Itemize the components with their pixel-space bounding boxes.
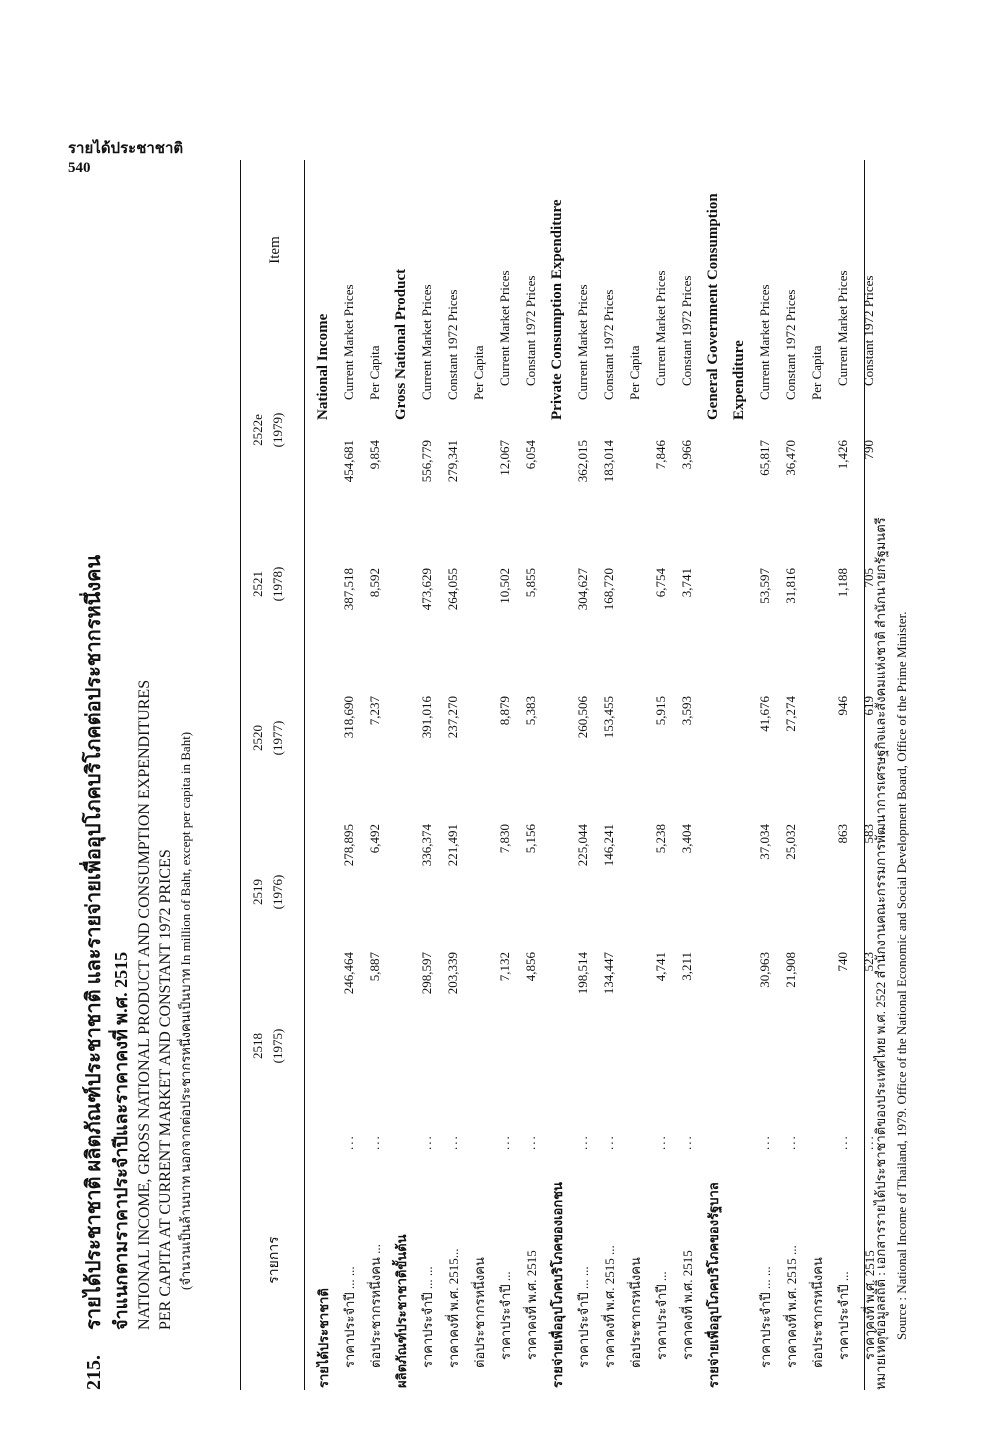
leader-dots	[622, 1080, 648, 1150]
value-cell	[544, 696, 570, 824]
value-cell: 387,518	[341, 568, 356, 611]
value-cell: 3,211	[679, 952, 694, 981]
value-cell	[466, 568, 492, 696]
table-row	[804, 160, 830, 1390]
value-cell	[622, 952, 648, 1080]
value-cell	[700, 696, 726, 824]
leader-dots	[726, 1080, 752, 1150]
value-cell: 298,597	[419, 952, 434, 995]
value-cell: 705	[861, 568, 876, 588]
value-cell: 7,830	[497, 824, 512, 854]
row-label-en: Constant 1972 Prices	[861, 275, 876, 386]
value-cell	[622, 568, 648, 696]
value-cell	[726, 824, 752, 952]
column-header-item-en: Item	[267, 236, 283, 264]
table-row	[492, 160, 518, 1390]
leader-dots: ...	[367, 1134, 382, 1150]
row-label-en: Current Market Prices	[575, 284, 590, 400]
value-cell	[466, 952, 492, 1080]
value-cell	[726, 440, 752, 568]
year-en: (1975)	[270, 1028, 285, 1064]
year-header	[248, 674, 288, 802]
value-cell: 53,597	[757, 568, 772, 604]
value-cell: 790	[861, 440, 876, 460]
value-cell: 4,741	[653, 952, 668, 982]
value-cell	[726, 696, 752, 824]
row-label-th: ราคาประจำปี ... ...	[419, 1266, 435, 1368]
leader-dots: ...	[757, 1134, 772, 1150]
row-label-th: ราคาประจำปี ... ...	[341, 1266, 357, 1368]
leader-dots	[388, 1080, 414, 1150]
leader-dots: ...	[861, 1134, 876, 1150]
row-label-th: ราคาคงที่ พ.ศ. 2515	[861, 1250, 877, 1360]
table-bottom-rule	[864, 160, 865, 1390]
year-header	[248, 366, 288, 494]
year-th: 2518	[250, 1033, 265, 1059]
table-row	[336, 160, 362, 1390]
value-cell: 1,426	[835, 440, 850, 470]
leader-dots	[700, 1080, 726, 1150]
row-label-en: Per Capita	[471, 345, 486, 400]
english-title-line1: NATIONAL INCOME, GROSS NATIONAL PRODUCT AND CONSUMPTION EXPENDITURES	[136, 679, 153, 1330]
leader-dots: ...	[653, 1134, 668, 1150]
row-label-th: รายจ่ายเพื่ออุปโภคบริโภคของเอกชน	[549, 1182, 565, 1388]
value-cell: 134,447	[601, 952, 616, 995]
value-cell: 9,854	[367, 440, 382, 470]
table-number: 215.	[83, 1355, 105, 1390]
column-header-item-th: รายการ	[267, 1236, 282, 1284]
value-cell	[700, 824, 726, 952]
value-cell: 168,720	[601, 568, 616, 611]
row-label-en: Current Market Prices	[835, 270, 850, 386]
year-th: 2519	[250, 879, 265, 905]
leader-dots: ...	[601, 1134, 616, 1150]
value-cell: 3,404	[679, 824, 694, 854]
row-label-en: Gross National Product	[392, 268, 409, 420]
value-cell: 278,895	[341, 824, 356, 867]
value-cell	[310, 440, 336, 568]
row-label-th: ราคาประจำปี ...	[497, 1271, 513, 1360]
year-th: 2520	[250, 725, 265, 751]
value-cell	[310, 824, 336, 952]
row-label-en: Current Market Prices	[757, 284, 772, 400]
leader-dots: ...	[575, 1134, 590, 1150]
value-cell	[726, 952, 752, 1080]
table-row	[518, 160, 544, 1390]
value-cell: 1,188	[835, 568, 850, 598]
value-cell: 556,779	[419, 440, 434, 483]
value-cell	[310, 952, 336, 1080]
value-cell: 5,855	[523, 568, 538, 598]
leader-dots: ...	[419, 1134, 434, 1150]
row-label-th: ราคาประจำปี ...	[835, 1271, 851, 1360]
year-header	[248, 982, 288, 1110]
table-row	[414, 160, 440, 1390]
year-en: (1976)	[270, 874, 285, 910]
row-label-en: Constant 1972 Prices	[523, 275, 538, 386]
value-cell: 740	[835, 952, 850, 972]
value-cell	[544, 568, 570, 696]
table-top-rule	[240, 160, 241, 1390]
row-label-en: National Income	[314, 313, 331, 420]
row-label-th: ผลิตภัณฑ์ประชาชาติขั้นต้น	[393, 1234, 409, 1388]
row-label-th: ต่อประชากรหนึ่งคน	[627, 1257, 643, 1368]
year-th: 2521	[250, 571, 265, 597]
table-row	[674, 160, 700, 1390]
value-cell: 4,856	[523, 952, 538, 982]
row-label-th	[726, 1150, 752, 1390]
value-cell: 3,741	[679, 568, 694, 598]
value-cell	[622, 440, 648, 568]
value-cell	[544, 440, 570, 568]
value-cell: 21,908	[783, 952, 798, 988]
value-cell	[700, 568, 726, 696]
leader-dots	[544, 1080, 570, 1150]
row-label-th: ราคาประจำปี ...	[653, 1271, 669, 1360]
table-row	[440, 160, 466, 1390]
value-cell	[804, 568, 830, 696]
row-label-th: ราคาประจำปี ... ...	[757, 1266, 773, 1368]
row-label-en: Constant 1972 Prices	[601, 289, 616, 400]
table-row	[570, 160, 596, 1390]
row-label-th: ราคาคงที่ พ.ศ. 2515	[679, 1250, 695, 1360]
value-cell: 454,681	[341, 440, 356, 483]
value-cell: 473,629	[419, 568, 434, 611]
year-th: 2522e	[250, 414, 265, 446]
source-note	[870, 160, 912, 1390]
year-en: (1977)	[270, 720, 285, 756]
value-cell	[804, 696, 830, 824]
row-label-en: Per Capita	[809, 345, 824, 400]
leader-dots: ...	[341, 1134, 356, 1150]
value-cell: 3,593	[679, 696, 694, 726]
value-cell	[622, 824, 648, 952]
value-cell: 583	[861, 824, 876, 844]
leader-dots: ...	[523, 1134, 538, 1150]
value-cell: 198,514	[575, 952, 590, 995]
leader-dots: ...	[679, 1134, 694, 1150]
table-row	[830, 160, 856, 1390]
value-cell: 221,491	[445, 824, 460, 867]
row-label-en: Constant 1972 Prices	[679, 275, 694, 386]
value-cell: 5,887	[367, 952, 382, 982]
row-label-en: Current Market Prices	[341, 284, 356, 400]
thai-title-line1	[80, 160, 108, 1390]
value-cell	[388, 952, 414, 1080]
value-cell: 246,464	[341, 952, 356, 995]
value-cell: 25,032	[783, 824, 798, 860]
header-rule	[304, 160, 305, 1390]
value-cell: 6,054	[523, 440, 538, 470]
row-label-en: Private Consumption Expenditure	[548, 199, 565, 420]
value-cell: 523	[861, 952, 876, 972]
value-cell: 946	[835, 696, 850, 716]
leader-dots: ...	[835, 1134, 850, 1150]
value-cell	[466, 440, 492, 568]
leader-dots	[310, 1080, 336, 1150]
row-label-th: ราคาคงที่ พ.ศ. 2515 ...	[601, 1245, 617, 1368]
table-titles	[80, 160, 196, 1390]
value-cell	[700, 440, 726, 568]
source-thai: หมายเหตุข้อมูลสถิติ : เอกสารรายได้ประชาชาติของประเทศไทย พ.ศ. 2522 สำนักงานคณะกรรมการพัฒนาการเศรษฐกิจและสังคมแห่งชาติ สำนักนายกรัฐมนตรี	[873, 517, 888, 1390]
value-cell: 304,627	[575, 568, 590, 611]
table-row	[544, 160, 570, 1390]
page-number: 540	[68, 160, 91, 176]
row-label-en: Current Market Prices	[497, 270, 512, 386]
value-cell	[388, 440, 414, 568]
value-cell: 183,014	[601, 440, 616, 483]
row-label-en: Constant 1972 Prices	[783, 289, 798, 400]
value-cell: 7,846	[653, 440, 668, 470]
value-cell: 225,044	[575, 824, 590, 867]
data-table	[310, 160, 882, 1390]
value-cell	[700, 952, 726, 1080]
table-row	[752, 160, 778, 1390]
value-cell: 5,238	[653, 824, 668, 854]
thai-title-text: รายได้ประชาชาติ ผลิตภัณฑ์ประชาชาติ และรายจ่ายเพื่ออุปโภคบริโภคต่อประชากรหนึ่งคน	[83, 554, 105, 1330]
value-cell: 5,156	[523, 824, 538, 854]
year-header	[248, 520, 288, 648]
rotated-table-page	[60, 160, 960, 1390]
value-cell: 10,502	[497, 568, 512, 604]
row-label-en: Constant 1972 Prices	[445, 289, 460, 400]
value-cell	[388, 824, 414, 952]
table-row	[596, 160, 622, 1390]
row-label-th: ราคาคงที่ พ.ศ. 2515 ...	[783, 1245, 799, 1368]
row-label-th: รายได้ประชาชาติ	[315, 1288, 331, 1388]
value-cell: 7,237	[367, 696, 382, 726]
row-label-th: ต่อประชากรหนึ่งคน	[809, 1257, 825, 1368]
leader-dots: ...	[445, 1134, 460, 1150]
value-cell: 8,879	[497, 696, 512, 726]
value-cell	[544, 952, 570, 1080]
value-cell	[466, 696, 492, 824]
table-row	[648, 160, 674, 1390]
value-cell: 30,963	[757, 952, 772, 988]
year-en: (1978)	[270, 566, 285, 602]
value-cell: 3,966	[679, 440, 694, 470]
value-cell: 27,274	[783, 696, 798, 732]
value-cell	[544, 824, 570, 952]
value-cell: 31,816	[783, 568, 798, 604]
value-cell	[622, 696, 648, 824]
value-cell	[804, 440, 830, 568]
value-cell	[726, 568, 752, 696]
value-cell	[310, 696, 336, 824]
value-cell: 5,915	[653, 696, 668, 726]
value-cell: 362,015	[575, 440, 590, 483]
english-title-line2: PER CAPITA AT CURRENT MARKET AND CONSTANT 1972 PRICES	[157, 849, 174, 1330]
source-english: Source : National Income of Thailand, 1979. Office of the National Economic and Social Development Board, Office of the Prime Minister.	[894, 611, 909, 1340]
value-cell	[804, 952, 830, 1080]
value-cell: 146,241	[601, 824, 616, 867]
table-row	[466, 160, 492, 1390]
value-cell: 336,374	[419, 824, 434, 867]
value-cell: 153,455	[601, 696, 616, 739]
value-cell: 8,592	[367, 568, 382, 598]
value-cell: 6,492	[367, 824, 382, 854]
year-en: (1979)	[270, 412, 285, 448]
value-cell: 619	[861, 696, 876, 716]
leader-dots	[804, 1080, 830, 1150]
value-cell	[388, 568, 414, 696]
value-cell: 7,132	[497, 952, 512, 982]
row-label-th: ราคาประจำปี ... ...	[575, 1266, 591, 1368]
row-label-en: Per Capita	[627, 345, 642, 400]
table-row	[700, 160, 726, 1390]
value-cell	[310, 568, 336, 696]
value-cell	[388, 696, 414, 824]
row-label-en: Per Capita	[367, 345, 382, 400]
row-label-th: ต่อประชากรหนึ่งคน	[471, 1257, 487, 1368]
value-cell: 237,270	[445, 696, 460, 739]
value-cell: 37,034	[757, 824, 772, 860]
leader-dots: ...	[783, 1134, 798, 1150]
year-header	[248, 828, 288, 956]
unit-note: (จำนวนเป็นล้านบาท นอกจากต่อประชากรหนึ่งคนเป็นบาท In million of Baht, except per capita in Baht)	[178, 731, 193, 1290]
section-title: รายได้ประชาชาติ	[68, 141, 184, 157]
table-row	[726, 160, 752, 1390]
row-label-th: ราคาคงที่ พ.ศ. 2515	[523, 1250, 539, 1360]
table-row	[388, 160, 414, 1390]
value-cell: 65,817	[757, 440, 772, 476]
value-cell: 203,339	[445, 952, 460, 995]
row-label-en: General Government Consumption	[704, 193, 721, 420]
value-cell: 5,383	[523, 696, 538, 726]
row-label-en: Expenditure	[730, 340, 747, 420]
value-cell: 260,506	[575, 696, 590, 739]
row-label-th: ต่อประชากรหนึ่งคน ...	[367, 1244, 383, 1368]
value-cell: 12,067	[497, 440, 512, 476]
thai-title-line2: จำแนกตามราคาประจำปีและราคาคงที่ พ.ศ. 2515	[111, 951, 131, 1330]
table-row	[778, 160, 804, 1390]
value-cell: 264,055	[445, 568, 460, 611]
table-row	[362, 160, 388, 1390]
value-cell: 863	[835, 824, 850, 844]
leader-dots: ...	[497, 1134, 512, 1150]
value-cell	[466, 824, 492, 952]
value-cell: 318,690	[341, 696, 356, 739]
row-label-th: รายจ่ายเพื่ออุปโภคบริโภคของรัฐบาล	[705, 1182, 721, 1388]
table-row	[622, 160, 648, 1390]
value-cell: 36,470	[783, 440, 798, 476]
leader-dots	[466, 1080, 492, 1150]
row-label-en: Current Market Prices	[419, 284, 434, 400]
row-label-th: ราคาคงที่ พ.ศ. 2515...	[445, 1248, 461, 1368]
value-cell: 6,754	[653, 568, 668, 598]
value-cell: 391,016	[419, 696, 434, 739]
value-cell: 279,341	[445, 440, 460, 483]
table-row	[310, 160, 336, 1390]
value-cell: 41,676	[757, 696, 772, 732]
value-cell	[804, 824, 830, 952]
row-label-en: Current Market Prices	[653, 270, 668, 386]
